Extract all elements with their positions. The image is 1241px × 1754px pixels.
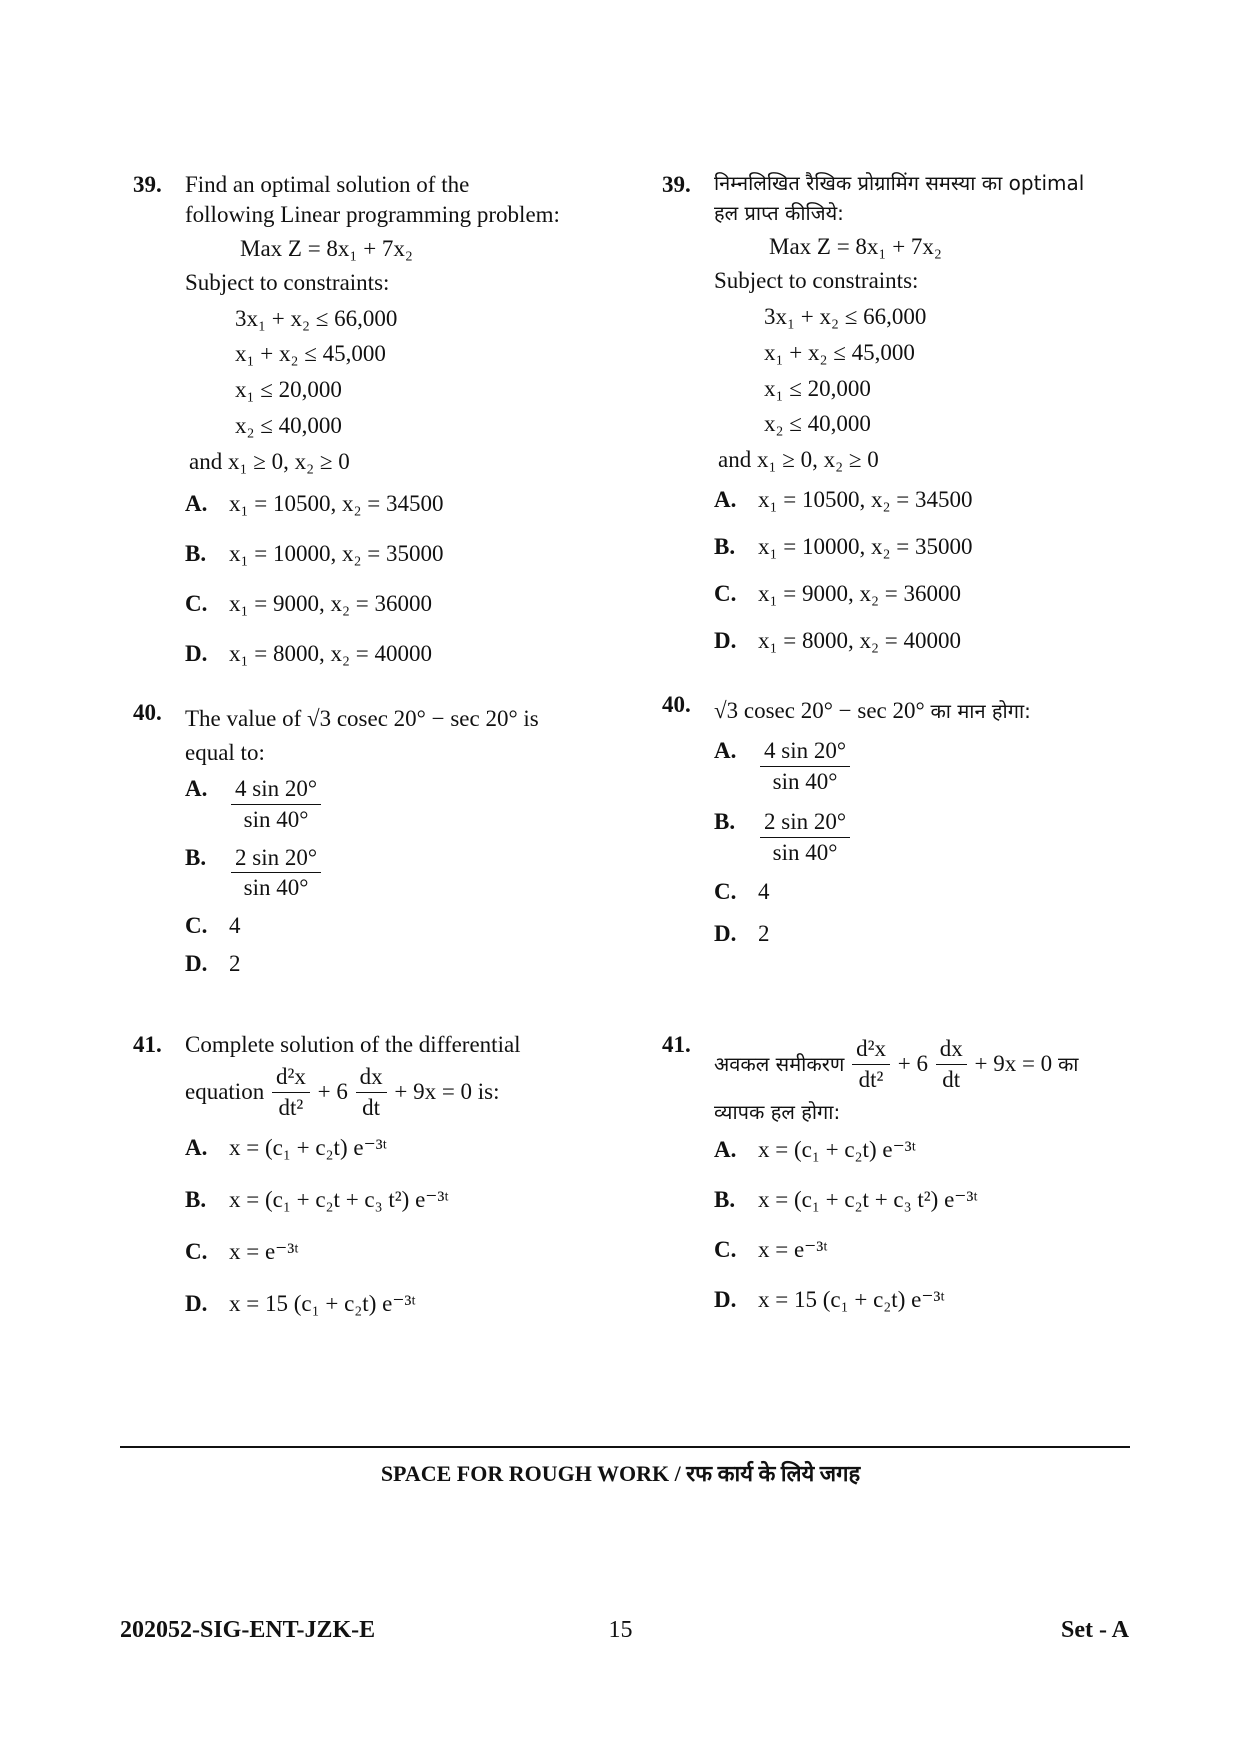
option-text: x₁ = 10000, x₂ = 35000: [758, 534, 973, 560]
numerator: d²x: [272, 1062, 310, 1093]
option-d[interactable]: [185, 949, 563, 979]
question-number: 41.: [133, 1032, 162, 1057]
numerator: 2 sin 20°: [231, 843, 321, 874]
question-stem: व्यापक हल होगा:: [714, 1099, 841, 1124]
question-number: 39.: [133, 172, 162, 197]
constraint: 3x₁ + x₂ ≤ 66,000: [235, 305, 398, 331]
option-c[interactable]: [185, 911, 563, 941]
coefficient: + 6: [317, 1079, 348, 1105]
option-text: 4: [758, 879, 770, 905]
option-fraction: [760, 807, 850, 868]
numerator: 2 sin 20°: [760, 807, 850, 838]
option-label: C.: [714, 879, 737, 905]
option-c[interactable]: [714, 877, 1132, 907]
option-fraction: [231, 843, 321, 904]
question-41-hi: [662, 1030, 1132, 1335]
stem-hindi: का मान होगा:: [930, 699, 1031, 723]
second-derivative: [272, 1062, 310, 1123]
non-negativity: and x₁ ≥ 0, x₂ ≥ 0: [189, 449, 350, 475]
question-number: 39.: [662, 172, 691, 197]
question-number: 40.: [133, 700, 162, 725]
option-a[interactable]: [185, 774, 563, 835]
page-number: 15: [608, 1617, 633, 1643]
constraint: x₁ + x₂ ≤ 45,000: [235, 341, 386, 367]
option-text: x = (c₁ + c₂t) e⁻³ᵗ: [229, 1134, 388, 1160]
set-label: Set - A: [1061, 1617, 1129, 1643]
constraint: x₂ ≤ 40,000: [764, 411, 871, 437]
numerator: 4 sin 20°: [231, 774, 321, 805]
option-label: A.: [185, 491, 208, 517]
hindi-column: [662, 170, 1132, 1335]
question-stem: equal to:: [185, 739, 265, 765]
question-stem: The value of √3 cosec 20° − sec 20° is: [185, 706, 539, 731]
option-label: C.: [185, 913, 208, 939]
option-c[interactable]: [185, 589, 563, 639]
option-label: B.: [714, 1186, 736, 1212]
option-b[interactable]: [714, 807, 1132, 868]
option-a[interactable]: [185, 489, 563, 539]
option-label: D.: [714, 1286, 737, 1312]
question-40-hi: [662, 690, 1132, 1008]
option-label: B.: [185, 541, 207, 567]
numerator: 4 sin 20°: [760, 736, 850, 767]
option-b[interactable]: [714, 1185, 1132, 1235]
question-number: 41.: [662, 1032, 691, 1057]
option-text: 2: [229, 951, 241, 977]
question-stem: Find an optimal solution of the: [185, 172, 470, 197]
option-b[interactable]: [185, 843, 563, 904]
option-d[interactable]: [714, 626, 1132, 673]
denominator: sin 40°: [243, 875, 309, 901]
option-label: C.: [185, 1238, 208, 1264]
option-label: C.: [714, 1236, 737, 1262]
option-d[interactable]: [185, 1289, 563, 1341]
equation-tail: + 9x = 0 is:: [394, 1079, 500, 1105]
numerator: dx: [356, 1062, 387, 1093]
objective-function: Max Z = 8x₁ + 7x₂: [769, 234, 942, 259]
option-text: x = 15 (c₁ + c₂t) e⁻³ᵗ: [229, 1290, 416, 1316]
denominator: dt: [942, 1066, 961, 1092]
option-text: x₁ = 9000, x₂ = 36000: [758, 581, 961, 607]
option-label: A.: [714, 737, 737, 763]
objective-function: Max Z = 8x₁ + 7x₂: [240, 235, 413, 261]
question-41-en: [133, 1030, 563, 1341]
option-label: C.: [714, 581, 737, 607]
option-d[interactable]: [714, 919, 1132, 949]
question-stem: [714, 690, 1132, 726]
constraint: x₁ + x₂ ≤ 45,000: [764, 339, 915, 365]
option-fraction: [760, 736, 850, 797]
numerator: dx: [936, 1034, 967, 1065]
numerator: d²x: [852, 1034, 890, 1065]
denominator: dt²: [858, 1066, 884, 1092]
constraints-heading: Subject to constraints:: [185, 269, 390, 295]
option-b[interactable]: [185, 539, 563, 589]
option-b[interactable]: [185, 1185, 563, 1237]
option-label: D.: [185, 641, 208, 667]
denominator: dt²: [278, 1094, 304, 1120]
option-b[interactable]: [714, 532, 1132, 579]
question-40-en: [133, 698, 563, 1008]
option-label: B.: [714, 534, 736, 560]
option-text: 2: [758, 921, 770, 947]
option-text: x₁ = 8000, x₂ = 40000: [758, 628, 961, 654]
option-c[interactable]: [714, 579, 1132, 626]
constraint: 3x₁ + x₂ ≤ 66,000: [764, 303, 927, 329]
option-text: 4: [229, 913, 241, 939]
paper-code: 202052-SIG-ENT-JZK-E: [120, 1617, 376, 1643]
differential-equation: [185, 1062, 563, 1123]
stem-hindi: अवकल समीकरण: [714, 1052, 845, 1077]
differential-equation: [714, 1030, 1132, 1095]
option-text: x = e⁻³ᵗ: [758, 1236, 828, 1262]
rough-work-label: SPACE FOR ROUGH WORK / रफ कार्य के लिये जगह: [380, 1461, 861, 1486]
option-label: A.: [185, 1134, 208, 1160]
option-text: x₁ = 10000, x₂ = 35000: [229, 541, 444, 567]
option-label: A.: [714, 487, 737, 513]
second-derivative: [852, 1034, 890, 1095]
question-stem: हल प्राप्त कीजिये:: [714, 201, 844, 225]
question-39-en: [133, 170, 563, 670]
option-a[interactable]: [714, 485, 1132, 532]
rough-work-divider: [120, 1446, 1130, 1448]
coefficient: + 6: [897, 1051, 928, 1077]
question-stem: following Linear programming problem:: [185, 201, 560, 227]
option-label: B.: [185, 844, 207, 870]
option-label: D.: [714, 921, 737, 947]
option-d[interactable]: [185, 639, 563, 689]
question-39-hi: [662, 170, 1132, 670]
equation-word: equation: [185, 1079, 265, 1105]
option-text: x₁ = 10500, x₂ = 34500: [758, 487, 973, 513]
option-a[interactable]: [714, 736, 1132, 797]
equation-tail: + 9x = 0: [974, 1051, 1053, 1077]
question-stem: Complete solution of the differential: [185, 1032, 521, 1057]
denominator: sin 40°: [243, 806, 309, 832]
constraint: x₂ ≤ 40,000: [235, 413, 342, 439]
option-label: B.: [714, 808, 736, 834]
option-label: D.: [185, 951, 208, 977]
denominator: sin 40°: [772, 768, 838, 794]
constraint: x₁ ≤ 20,000: [235, 377, 342, 403]
stem-math: √3 cosec 20° − sec 20°: [714, 698, 925, 723]
option-text: x₁ = 9000, x₂ = 36000: [229, 591, 432, 617]
option-d[interactable]: [714, 1285, 1132, 1335]
non-negativity: and x₁ ≥ 0, x₂ ≥ 0: [718, 447, 879, 473]
option-text: x₁ = 10500, x₂ = 34500: [229, 491, 444, 517]
option-label: A.: [714, 1136, 737, 1162]
question-number: 40.: [662, 692, 691, 717]
constraint: x₁ ≤ 20,000: [764, 375, 871, 401]
constraints-heading: Subject to constraints:: [714, 267, 919, 293]
option-label: A.: [185, 775, 208, 801]
denominator: sin 40°: [772, 839, 838, 865]
option-text: x = e⁻³ᵗ: [229, 1238, 299, 1264]
question-stem: निम्नलिखित रैखिक प्रोग्रामिंग समस्या का optimal: [714, 171, 1085, 195]
option-label: B.: [185, 1186, 207, 1212]
option-text: x = (c₁ + c₂t) e⁻³ᵗ: [758, 1136, 917, 1162]
option-label: C.: [185, 591, 208, 617]
option-text: x = (c₁ + c₂t + c₃ t²) e⁻³ᵗ: [758, 1186, 978, 1212]
option-c[interactable]: [714, 1235, 1132, 1285]
option-text: x = (c₁ + c₂t + c₃ t²) e⁻³ᵗ: [229, 1186, 449, 1212]
first-derivative: [936, 1034, 967, 1095]
option-text: x = 15 (c₁ + c₂t) e⁻³ᵗ: [758, 1286, 945, 1312]
option-a[interactable]: [185, 1133, 563, 1185]
option-label: D.: [714, 628, 737, 654]
option-label: D.: [185, 1290, 208, 1316]
option-text: x₁ = 8000, x₂ = 40000: [229, 641, 432, 667]
denominator: dt: [362, 1094, 381, 1120]
stem-hindi: का: [1057, 1052, 1079, 1077]
english-column: [133, 170, 563, 1341]
option-fraction: [231, 774, 321, 835]
option-a[interactable]: [714, 1135, 1132, 1185]
first-derivative: [356, 1062, 387, 1123]
option-c[interactable]: [185, 1237, 563, 1289]
